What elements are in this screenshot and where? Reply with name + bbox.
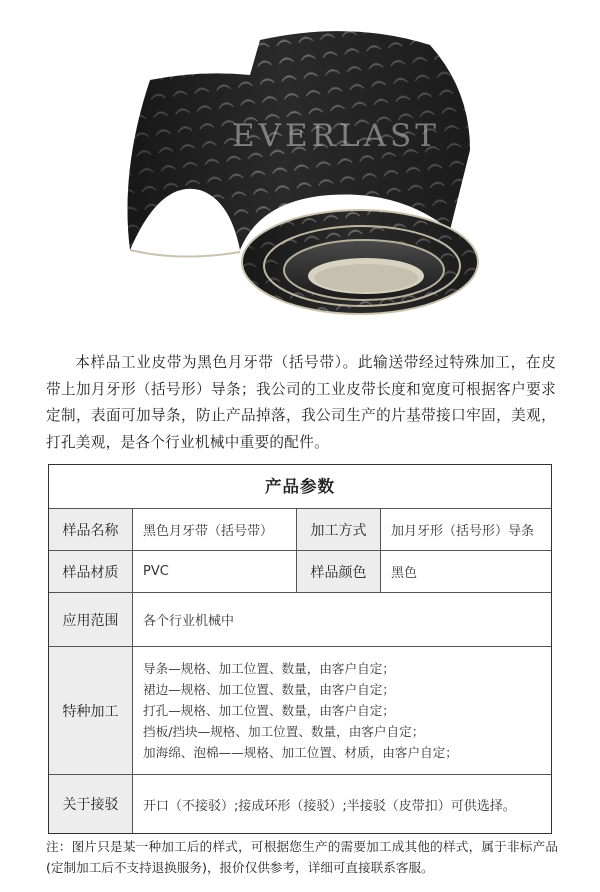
product-photo (0, 0, 600, 340)
scope-value: 各个行业机械中 (143, 614, 235, 629)
table-row (49, 509, 551, 551)
process-label: 加工方式 (297, 509, 381, 550)
footnote: 注：图片只是某一种加工后的样式，可根据您生产的需要加工成其他的样式，属于非标产品(定制加工后不支持退换服务)，报价仅供参考，详细可直接联系客服。 (46, 839, 558, 875)
scope-label: 应用范围 (49, 593, 133, 646)
joint-label: 关于接驳 (49, 775, 133, 833)
watermark: EVERLAST (232, 118, 440, 154)
special-item: 打孔—规格、加工位置、数量，由客户自定； (143, 703, 395, 718)
special-item: 导条—规格、加工位置、数量，由客户自定； (143, 661, 395, 676)
color-value: 黑色 (391, 566, 418, 581)
table-row (49, 775, 551, 833)
special-item: 加海绵、泡棉——规格、加工位置、材质，由客户自定； (143, 745, 458, 760)
special-item: 挡板/挡块—规格、加工位置、数量，由客户自定； (143, 724, 425, 739)
material-label: 样品材质 (49, 551, 133, 592)
special-item: 裙边—规格、加工位置、数量，由客户自定； (143, 682, 395, 697)
color-label: 样品颜色 (297, 551, 381, 592)
table-row (49, 551, 551, 593)
process-value: 加月牙形（括号形）导条 (391, 524, 535, 539)
joint-value: 开口（不接驳）;接成环形（接驳）;半接驳（皮带扣）可供选择。 (143, 798, 516, 814)
material-value: PVC (133, 551, 297, 592)
table-row (49, 647, 551, 775)
product-description: 本样品工业皮带为黑色月牙带（括号带）。此输送带经过特殊加工，在皮带上加月牙形（括号形）导条；我公司的工业皮带长度和宽度可根据客户要求定制，表面可加导条，防止产品掉落，我公司生产的片基带接口牢固，美观，打孔美观，是各个行业机械中重要的配件。 (46, 354, 556, 451)
belt-roll-illustration (0, 0, 600, 340)
table-title: 产品参数 (49, 465, 551, 509)
sample-name-label: 样品名称 (49, 509, 133, 550)
product-params-table (48, 464, 552, 834)
special-process-list (133, 647, 551, 774)
sample-name-value: 黑色月牙带（括号带） (133, 509, 297, 550)
table-row (49, 593, 551, 647)
special-label: 特种加工 (49, 647, 133, 774)
